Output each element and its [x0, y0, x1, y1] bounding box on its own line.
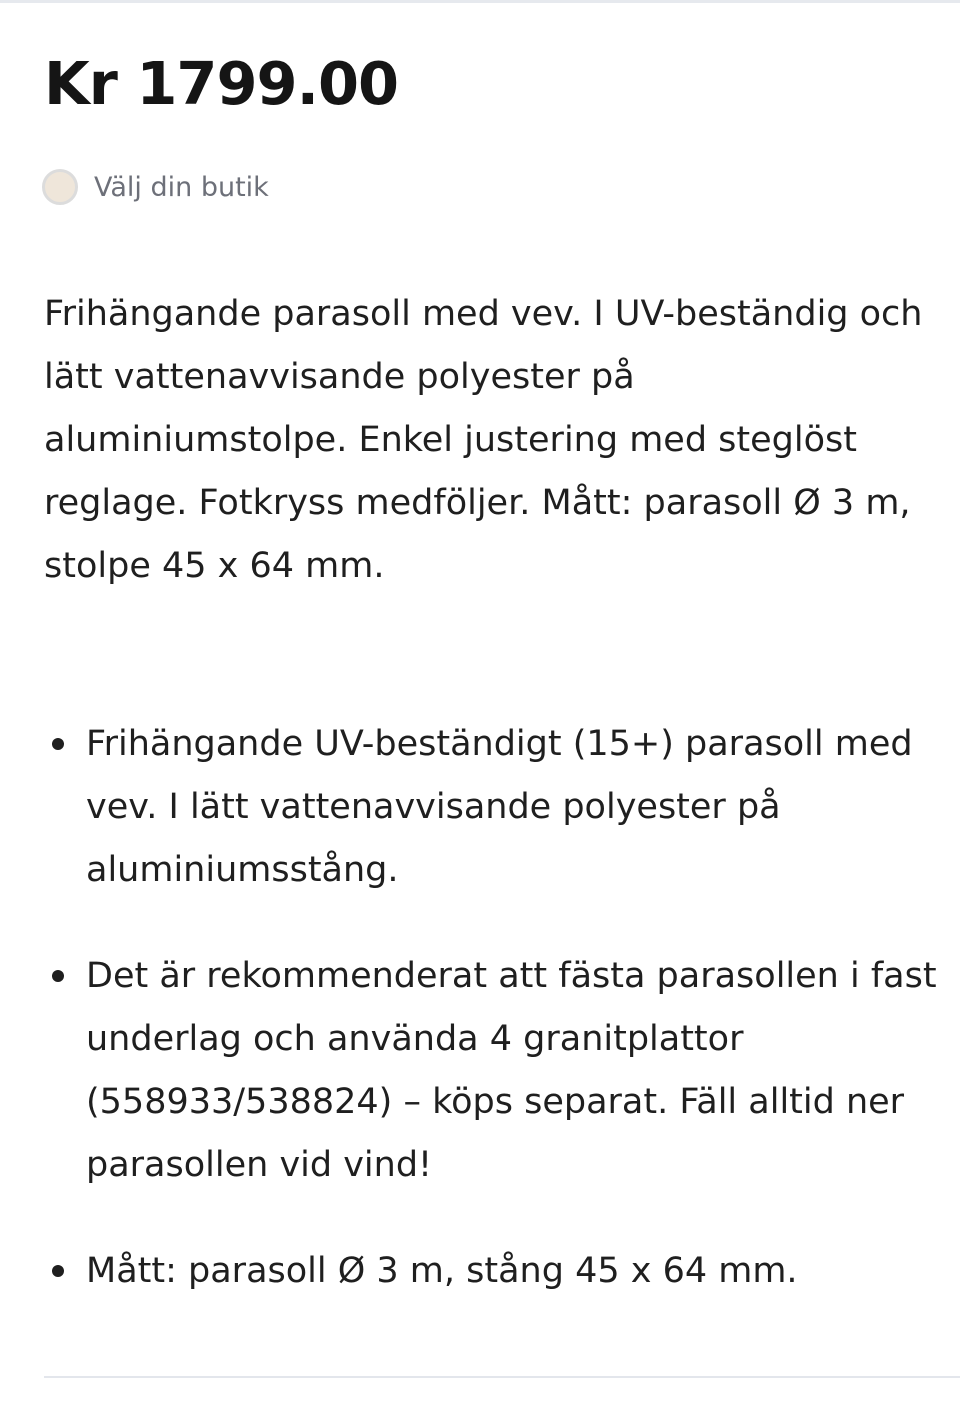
product-price: Kr 1799.00	[44, 49, 399, 118]
bullet-icon	[52, 970, 64, 982]
feature-item	[0, 1240, 946, 1303]
store-status-icon	[42, 169, 78, 205]
feature-item	[0, 945, 946, 1197]
bullet-icon	[52, 738, 64, 750]
store-selector-button[interactable]	[42, 164, 269, 210]
top-divider	[0, 0, 960, 3]
store-selector-label: Välj din butik	[94, 171, 269, 203]
feature-text: Det är rekommenderat att fästa parasollen i fast underlag och använda 4 granitplattor (558933/538824) – köps separat. Fäll alltid ner parasollen vid vind!	[86, 956, 937, 1185]
product-description: Frihängande parasoll med vev. I UV-beständig och lätt vattenavvisande polyester på aluminiumstolpe. Enkel justering med steglöst reglage. Fotkryss medföljer. Mått: parasoll Ø 3 m, stolpe 45 x 64 mm.	[44, 294, 923, 586]
feature-text: Frihängande UV-beständigt (15+) parasoll med vev. I lätt vattenavvisande polyester på aluminiumsstång.	[86, 724, 913, 890]
feature-list	[0, 713, 960, 1346]
feature-text: Mått: parasoll Ø 3 m, stång 45 x 64 mm.	[86, 1251, 798, 1291]
feature-item	[0, 713, 946, 902]
bottom-divider	[44, 1376, 960, 1378]
bullet-icon	[52, 1265, 64, 1277]
